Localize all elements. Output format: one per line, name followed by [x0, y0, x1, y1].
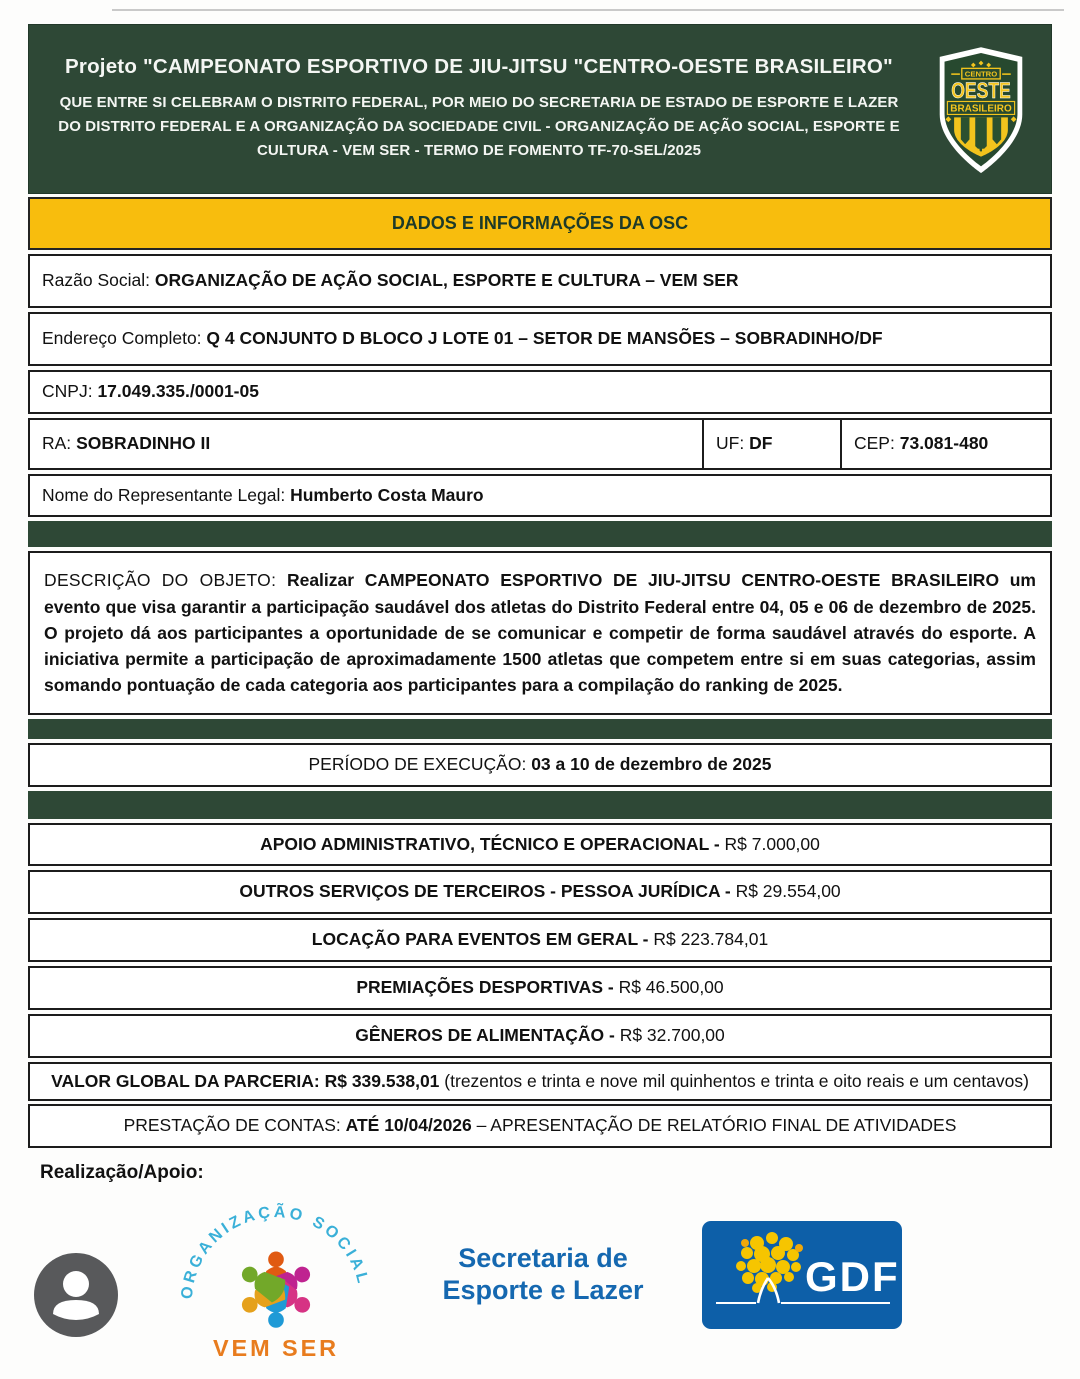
- budget-label: LOCAÇÃO PARA EVENTOS EM GERAL -: [311, 929, 649, 950]
- vemser-wordmark: VEM SER: [212, 1334, 340, 1361]
- vemser-arc-text: ORGANIZAÇÃO SOCIAL: [177, 1202, 373, 1300]
- accountability-deadline: [28, 1104, 1052, 1148]
- field-value: ATÉ 10/04/2026: [345, 1114, 472, 1135]
- global-partnership-value: [28, 1062, 1052, 1101]
- budget-label: OUTROS SERVIÇOS DE TERCEIROS - PESSOA JURÍDICA -: [239, 881, 731, 902]
- field-value: 73.081-480: [899, 432, 989, 453]
- field-label: UF:: [716, 432, 745, 453]
- gdf-wordmark: GDF: [804, 1252, 900, 1300]
- field-value: VALOR GLOBAL DA PARCERIA: R$ 339.538,01: [51, 1070, 440, 1091]
- field-value: Q 4 CONJUNTO D BLOCO J LOTE 01 – SETOR DE MANSÕES – SOBRADINHO/DF: [206, 327, 883, 348]
- header-subtitle: QUE ENTRE SI CELEBRAM O DISTRITO FEDERAL, POR MEIO DO SECRETARIA DE ESTADO DE ESPORTE E LAZER DO DISTRITO FEDERAL E A ORGANIZAÇÃO DA SOCIEDADE CIVIL - ORGANIZAÇÃO DE AÇÃO SOCIAL, ESPORTE E CULTURA - VEM SER - TERMO DE FOMENTO TF-70-SEL/2025: [58, 94, 900, 159]
- secretaria-line2: Esporte e Lazer: [442, 1274, 644, 1305]
- budget-value: R$ 29.554,00: [735, 881, 841, 902]
- secretaria-line1: Secretaria de: [458, 1242, 628, 1273]
- budget-row-apoio-administrativo: [28, 823, 1052, 867]
- execution-period: [28, 743, 1052, 787]
- object-description: [28, 551, 1052, 714]
- green-divider-bar: [28, 521, 1052, 547]
- field-value: 17.049.335./0001-05: [97, 380, 259, 401]
- field-label: Endereço Completo:: [42, 327, 202, 348]
- section-title-bar: DADOS E INFORMAÇÕES DA OSC: [28, 197, 1052, 250]
- green-divider-bar: [28, 791, 1052, 819]
- document-header: [28, 24, 1052, 194]
- value-in-words: (trezentos e trinta e nove mil quinhentos e trinta e oito reais e um centavos): [444, 1070, 1029, 1091]
- budget-value: R$ 46.500,00: [618, 977, 724, 998]
- budget-row-premiacoes: [28, 966, 1052, 1010]
- badge-centro-text: CENTRO: [964, 69, 998, 79]
- field-label: RA:: [42, 432, 72, 453]
- field-label: PERÍODO DE EXECUÇÃO:: [308, 753, 527, 774]
- vemser-people-icon: [236, 1251, 315, 1327]
- person-icon: [33, 1252, 119, 1338]
- field-value: 03 a 10 de dezembro de 2025: [531, 753, 772, 774]
- vem-ser-logo: [168, 1188, 384, 1362]
- description-body: Realizar CAMPEONATO ESPORTIVO DE JIU-JITSU CENTRO-OESTE BRASILEIRO um evento que visa garantir a participação saudável dos atletas do Distrito Federal entre 04, 05 e 06 de dezembro de 2025. O projeto dá aos participantes a oportunidade de se comunicar e competir de forma saudável através do esporte. A iniciativa permite a participação de aproximadamente 1500 atletas que competem entre si em suas categorias, assim somando pontuação de cada categoria aos participantes para a compilação do ranking de 2025.: [44, 570, 1036, 696]
- field-uf: [702, 420, 840, 468]
- field-value: ORGANIZAÇÃO DE AÇÃO SOCIAL, ESPORTE E CULTURA – VEM SER: [154, 270, 739, 290]
- field-label: CEP:: [854, 432, 895, 453]
- document-page: [28, 24, 1052, 1364]
- field-cnpj: [28, 370, 1052, 414]
- budget-value: R$ 223.784,01: [653, 929, 769, 950]
- field-representante-legal: [28, 474, 1052, 518]
- badge-brasileiro-text: BRASILEIRO: [950, 103, 1012, 115]
- centro-oeste-brasileiro-badge-icon: [933, 45, 1029, 181]
- field-value: Humberto Costa Mauro: [290, 484, 484, 505]
- budget-label: PREMIAÇÕES DESPORTIVAS -: [356, 977, 614, 998]
- budget-label: APOIO ADMINISTRATIVO, TÉCNICO E OPERACIONAL -: [260, 833, 720, 854]
- budget-value: R$ 32.700,00: [619, 1025, 725, 1045]
- field-cep: [840, 420, 1050, 468]
- field-value: SOBRADINHO II: [76, 432, 211, 453]
- field-label: PRESTAÇÃO DE CONTAS:: [123, 1114, 341, 1135]
- project-title: Projeto "CAMPEONATO ESPORTIVO DE JIU-JITSU "CENTRO-OESTE BRASILEIRO": [65, 55, 893, 78]
- field-suffix: – APRESENTAÇÃO DE RELATÓRIO FINAL DE ATIVIDADES: [476, 1114, 957, 1135]
- field-ra-uf-cep: [28, 418, 1052, 470]
- budget-value: R$ 7.000,00: [724, 833, 820, 854]
- field-value: DF: [749, 432, 773, 453]
- budget-row-locacao-eventos: [28, 918, 1052, 962]
- budget-label: GÊNEROS DE ALIMENTAÇÃO -: [355, 1025, 615, 1045]
- description-label: DESCRIÇÃO DO OBJETO:: [44, 570, 277, 591]
- field-endereco: [28, 312, 1052, 366]
- realizacao-apoio-label: Realização/Apoio:: [40, 1161, 204, 1183]
- budget-row-alimentacao: [28, 1014, 1052, 1058]
- secretaria-esporte-lazer-logo: [442, 1243, 643, 1307]
- badge-oeste-text: OESTE: [951, 78, 1011, 104]
- field-razao-social: [28, 254, 1052, 308]
- scan-top-edge: [112, 9, 1064, 11]
- field-label: Razão Social:: [42, 270, 150, 290]
- budget-row-servicos-terceiros: [28, 870, 1052, 914]
- field-label: Nome do Representante Legal:: [42, 484, 286, 505]
- field-label: CNPJ:: [42, 380, 93, 401]
- partner-logos-row: [28, 1186, 1052, 1364]
- green-divider-bar: [28, 719, 1052, 739]
- field-ra: [30, 420, 702, 468]
- profile-avatar-button[interactable]: [33, 1252, 119, 1343]
- gdf-logo: [702, 1221, 902, 1329]
